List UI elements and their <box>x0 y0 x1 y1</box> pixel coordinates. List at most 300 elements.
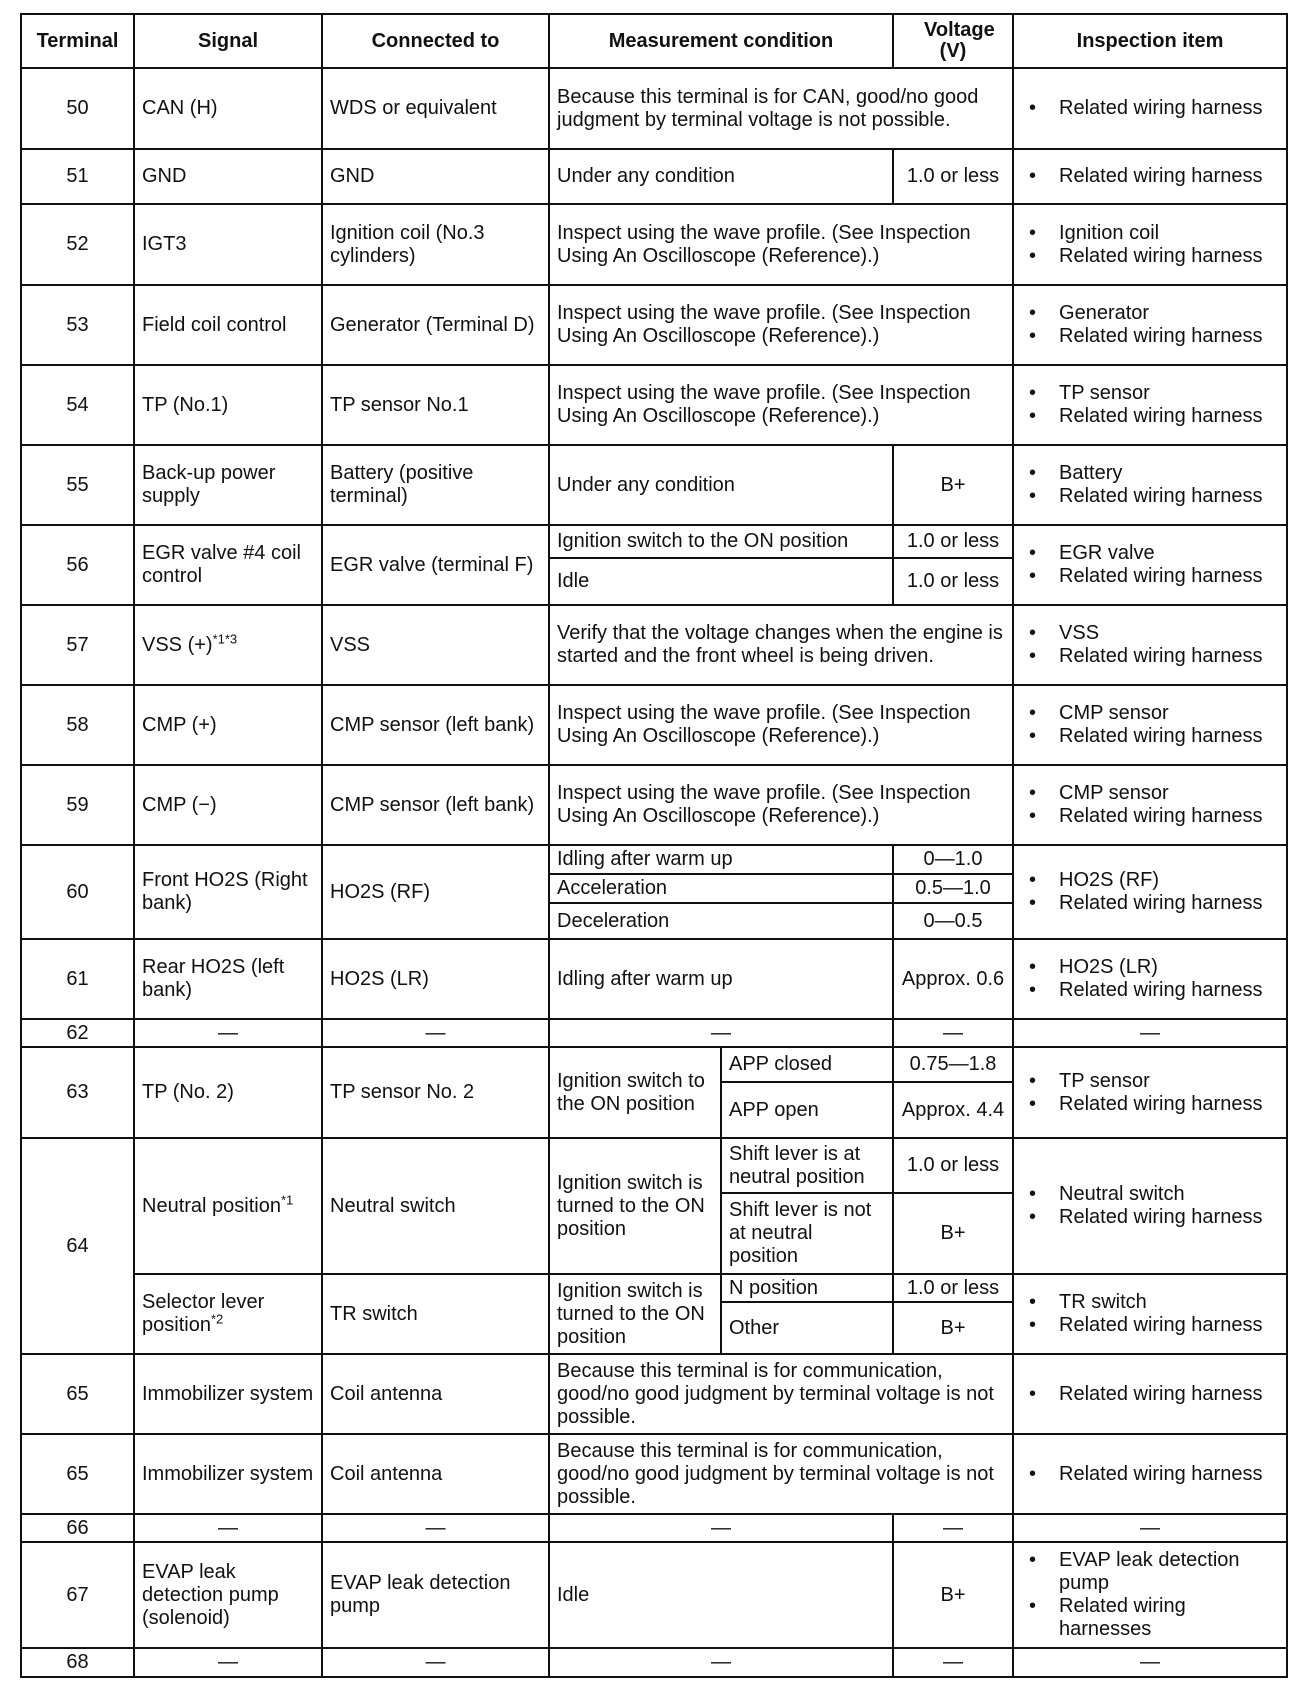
terminal-number-text: 66 <box>66 1516 89 1539</box>
connected-to-text: Ignition coil (No.3 cylinders) <box>330 221 485 267</box>
inspection <box>1013 1274 1287 1354</box>
inspection-item: • TP sensor <box>1021 1070 1279 1093</box>
terminal-number <box>21 365 134 445</box>
signal-text: EVAP leak detection pump (solenoid) <box>142 1560 279 1629</box>
condition <box>549 365 1013 445</box>
inspection-item: • Related wiring harness <box>1021 1383 1279 1406</box>
inspection-list <box>1021 165 1279 188</box>
header-terminal: Terminal <box>21 14 134 68</box>
condition <box>549 68 1013 149</box>
table-row <box>21 204 1287 285</box>
header-signal: Signal <box>134 14 322 68</box>
sub-condition <box>549 903 893 939</box>
table-row <box>21 1019 1287 1047</box>
table-row <box>21 939 1287 1019</box>
condition <box>549 1514 893 1542</box>
signal <box>134 1514 322 1542</box>
connected-to-text: CMP sensor (left bank) <box>330 713 535 736</box>
inspection <box>1013 149 1287 204</box>
condition-text: Inspect using the wave profile. (See Inspection Using An Oscilloscope (Reference).) <box>557 382 971 427</box>
signal <box>134 605 322 685</box>
inspection-item: • Related wiring harness <box>1021 325 1279 348</box>
connected-to-text: Coil antenna <box>330 1462 443 1485</box>
voltage-text: 0—0.5 <box>923 909 983 932</box>
terminal-number-text: 57 <box>66 633 89 656</box>
connected-to-text: — <box>425 1651 446 1673</box>
connected-to-text: WDS or equivalent <box>330 97 497 119</box>
condition <box>549 1138 721 1274</box>
sub-condition-text: Idle <box>557 570 590 592</box>
terminal-number-text: 64 <box>66 1234 89 1257</box>
inspection-list <box>1021 542 1279 588</box>
terminal-number <box>21 845 134 939</box>
condition-text: — <box>711 1651 731 1673</box>
signal-text: Immobilizer system <box>142 1462 314 1485</box>
sub-condition <box>721 1047 893 1082</box>
condition-text: Inspect using the wave profile. (See Inspection Using An Oscilloscope (Reference).) <box>557 302 971 347</box>
connected-to-text: HO2S (LR) <box>330 967 429 990</box>
voltage-text: 1.0 or less <box>906 570 1000 592</box>
sub-condition-text: Acceleration <box>557 877 668 899</box>
inspection-list <box>1021 869 1279 915</box>
voltage-text: B+ <box>940 1583 966 1606</box>
signal-text: — <box>218 1021 238 1044</box>
connected-to <box>322 149 549 204</box>
sub-condition-text: Shift lever is not at neutral position <box>729 1199 872 1267</box>
inspection-list <box>1021 222 1279 268</box>
signal <box>134 1138 322 1274</box>
connected-to-text: TP sensor No.1 <box>330 393 469 416</box>
connected-to <box>322 1274 549 1354</box>
inspection-item: • Related wiring harness <box>1021 485 1279 508</box>
footnote-marker: *1*3 <box>212 630 238 646</box>
condition <box>549 204 1013 285</box>
connected-to <box>322 845 549 939</box>
connected-to <box>322 1514 549 1542</box>
terminal-number-text: 56 <box>66 553 89 576</box>
signal <box>134 149 322 204</box>
inspection-list <box>1021 702 1279 748</box>
voltage <box>893 1648 1013 1677</box>
inspection <box>1013 68 1287 149</box>
table-row <box>21 1354 1287 1434</box>
signal-text: — <box>218 1651 238 1673</box>
terminal-number <box>21 1047 134 1138</box>
condition-text: Because this terminal is for communication, good/no good judgment by terminal voltage is not possible. <box>557 1359 994 1428</box>
table-row <box>21 1138 1287 1193</box>
terminal-number-text: 68 <box>66 1651 89 1673</box>
connected-to <box>322 765 549 845</box>
sub-condition-text: Shift lever is at neutral position <box>729 1142 865 1188</box>
signal-text: Rear HO2S (left bank) <box>142 956 285 1001</box>
inspection <box>1013 685 1287 765</box>
signal <box>134 1648 322 1677</box>
voltage <box>893 1274 1013 1302</box>
inspection-item: • EVAP leak detection pump <box>1021 1549 1279 1595</box>
voltage-text: — <box>943 1651 964 1673</box>
sub-condition <box>549 558 893 605</box>
terminal-number-text: 67 <box>66 1583 89 1606</box>
voltage <box>893 525 1013 558</box>
voltage <box>893 1138 1013 1193</box>
voltage-text: 1.0 or less <box>906 530 1000 552</box>
header-condition: Measurement condition <box>549 14 893 68</box>
terminal-number <box>21 939 134 1019</box>
header-inspection: Inspection item <box>1013 14 1287 68</box>
voltage-text: Approx. 0.6 <box>901 967 1005 990</box>
inspection-item: • Related wiring harness <box>1021 565 1279 588</box>
condition <box>549 285 1013 365</box>
table-row <box>21 445 1287 525</box>
voltage <box>893 1514 1013 1542</box>
condition-text: Inspect using the wave profile. (See Inspection Using An Oscilloscope (Reference).) <box>557 702 971 747</box>
voltage <box>893 874 1013 903</box>
signal-text: — <box>218 1516 238 1539</box>
signal <box>134 1354 322 1434</box>
connected-to-text: GND <box>330 165 375 187</box>
connected-to <box>322 939 549 1019</box>
table-row <box>21 1648 1287 1677</box>
condition-text: Under any condition <box>557 473 735 496</box>
voltage <box>893 939 1013 1019</box>
signal-text: GND <box>142 165 187 187</box>
connected-to <box>322 1648 549 1677</box>
condition <box>549 445 893 525</box>
voltage-text: B+ <box>940 1222 966 1244</box>
signal-text: Field coil control <box>142 313 287 336</box>
sub-condition-text: Other <box>729 1316 780 1339</box>
inspection-item: • Ignition coil <box>1021 222 1279 245</box>
voltage-text: 1.0 or less <box>906 1276 1000 1299</box>
inspection <box>1013 1542 1287 1648</box>
inspection <box>1013 1354 1287 1434</box>
signal-text: IGT3 <box>142 233 187 255</box>
connected-to <box>322 1047 549 1138</box>
inspection-item: • Related wiring harness <box>1021 245 1279 268</box>
terminal-number <box>21 1019 134 1047</box>
inspection-item: • Related wiring harnesses <box>1021 1595 1279 1641</box>
footnote-marker: *2 <box>210 1311 224 1327</box>
sub-condition <box>721 1082 893 1138</box>
inspection-list <box>1021 1549 1279 1641</box>
signal <box>134 765 322 845</box>
connected-to-text: — <box>425 1516 446 1539</box>
inspection <box>1013 765 1287 845</box>
connected-to-text: TP sensor No. 2 <box>330 1081 475 1103</box>
terminal-number <box>21 765 134 845</box>
terminal-number <box>21 1434 134 1514</box>
sub-condition-text: APP closed <box>729 1053 833 1075</box>
terminal-number <box>21 525 134 605</box>
terminal-number-text: 54 <box>66 393 89 416</box>
condition <box>549 1019 893 1047</box>
connected-to <box>322 1019 549 1047</box>
inspection-item: • Related wiring harness <box>1021 645 1279 668</box>
connected-to <box>322 285 549 365</box>
signal-text: EGR valve #4 coil control <box>142 542 301 587</box>
connected-to <box>322 685 549 765</box>
signal-text: TP (No.1) <box>142 393 229 416</box>
condition <box>549 1274 721 1354</box>
signal <box>134 445 322 525</box>
voltage <box>893 1019 1013 1047</box>
connected-to-text: TR switch <box>330 1302 418 1325</box>
inspection-item: • Related wiring harness <box>1021 1463 1279 1486</box>
inspection-item: • TP sensor <box>1021 382 1279 405</box>
connected-to-text: — <box>425 1021 446 1044</box>
connected-to <box>322 605 549 685</box>
voltage <box>893 1047 1013 1082</box>
terminal-number-text: 60 <box>66 880 89 903</box>
sub-condition <box>721 1193 893 1274</box>
condition <box>549 1047 721 1138</box>
table-row <box>21 765 1287 845</box>
footnote-marker: *1 <box>280 1191 294 1207</box>
condition <box>549 1354 1013 1434</box>
terminal-number-text: 50 <box>66 97 89 119</box>
table-row <box>21 1434 1287 1514</box>
voltage-text: — <box>943 1516 964 1539</box>
table-row <box>21 845 1287 874</box>
condition-text: Verify that the voltage changes when the engine is started and the front wheel is being driven. <box>557 622 1003 667</box>
inspection-item: • Related wiring harness <box>1021 1314 1279 1337</box>
signal <box>134 285 322 365</box>
inspection-item: • Related wiring harness <box>1021 1206 1279 1229</box>
table-row <box>21 1274 1287 1302</box>
voltage <box>893 1193 1013 1274</box>
sub-condition-text: N position <box>729 1276 818 1299</box>
connected-to-text: VSS <box>330 633 371 656</box>
terminal-number-text: 63 <box>66 1081 89 1103</box>
inspection <box>1013 845 1287 939</box>
inspection-item: • Related wiring harness <box>1021 979 1279 1002</box>
terminal-number <box>21 1648 134 1677</box>
terminal-number <box>21 1138 134 1354</box>
condition-text: Idle <box>557 1583 590 1606</box>
inspection <box>1013 365 1287 445</box>
inspection-item: • Related wiring harness <box>1021 405 1279 428</box>
terminal-number-text: 59 <box>66 793 89 816</box>
header-connected: Connected to <box>322 14 549 68</box>
condition <box>549 149 893 204</box>
signal-text: CMP (−) <box>142 793 217 816</box>
inspection-item: • CMP sensor <box>1021 702 1279 725</box>
inspection-list <box>1021 302 1279 348</box>
signal-text: Front HO2S (Right bank) <box>142 869 308 914</box>
inspection <box>1013 1047 1287 1138</box>
inspection-list <box>1021 1383 1279 1406</box>
sub-condition <box>549 525 893 558</box>
voltage <box>893 558 1013 605</box>
table-row <box>21 1514 1287 1542</box>
condition-text: Ignition switch is turned to the ON position <box>557 1279 705 1348</box>
inspection-list <box>1021 382 1279 428</box>
table-row <box>21 285 1287 365</box>
sub-condition-text: APP open <box>729 1098 819 1121</box>
sub-condition-text: Idling after warm up <box>557 848 733 870</box>
inspection-item: • Generator <box>1021 302 1279 325</box>
terminal-number-text: 53 <box>66 313 89 336</box>
connected-to <box>322 204 549 285</box>
signal <box>134 939 322 1019</box>
voltage <box>893 903 1013 939</box>
voltage <box>893 1082 1013 1138</box>
inspection-item: • EGR valve <box>1021 542 1279 565</box>
condition <box>549 1434 1013 1514</box>
inspection-item: • TR switch <box>1021 1291 1279 1314</box>
condition-text: — <box>711 1021 731 1044</box>
signal <box>134 68 322 149</box>
inspection-item: • Neutral switch <box>1021 1183 1279 1206</box>
signal-text: Neutral position <box>142 1194 281 1217</box>
terminal-number-text: 55 <box>66 473 89 496</box>
inspection <box>1013 605 1287 685</box>
voltage <box>893 845 1013 874</box>
inspection-text: — <box>1140 1651 1161 1673</box>
inspection-item: • Battery <box>1021 462 1279 485</box>
inspection <box>1013 525 1287 605</box>
signal-text: CMP (+) <box>142 713 217 736</box>
voltage-text: 0.5—1.0 <box>915 877 991 899</box>
terminal-number <box>21 445 134 525</box>
connected-to <box>322 68 549 149</box>
signal <box>134 1274 322 1354</box>
sub-condition <box>549 874 893 903</box>
inspection <box>1013 939 1287 1019</box>
terminal-number <box>21 285 134 365</box>
inspection <box>1013 1138 1287 1274</box>
inspection-list <box>1021 956 1279 1002</box>
connected-to-text: EGR valve (terminal F) <box>330 553 534 576</box>
condition <box>549 939 893 1019</box>
inspection-item: • CMP sensor <box>1021 782 1279 805</box>
terminal-number-text: 62 <box>66 1021 89 1044</box>
inspection-item: • Related wiring harness <box>1021 725 1279 748</box>
voltage-text: B+ <box>940 473 966 496</box>
terminal-number-text: 52 <box>66 233 89 255</box>
condition <box>549 605 1013 685</box>
condition <box>549 1648 893 1677</box>
table-row <box>21 685 1287 765</box>
table-row <box>21 1542 1287 1648</box>
inspection <box>1013 1434 1287 1514</box>
table-row <box>21 365 1287 445</box>
condition <box>549 685 1013 765</box>
condition-text: Under any condition <box>557 165 735 187</box>
signal <box>134 1019 322 1047</box>
connected-to-text: HO2S (RF) <box>330 880 430 903</box>
sub-condition <box>721 1302 893 1354</box>
terminal-number <box>21 685 134 765</box>
connected-to-text: EVAP leak detection pump <box>330 1572 511 1617</box>
signal-text: TP (No. 2) <box>142 1081 234 1103</box>
condition-text: Ignition switch is turned to the ON position <box>557 1171 705 1240</box>
signal-text: Immobilizer system <box>142 1382 314 1405</box>
condition-text: Because this terminal is for CAN, good/no good judgment by terminal voltage is not possible. <box>557 85 979 131</box>
voltage <box>893 445 1013 525</box>
connected-to <box>322 525 549 605</box>
terminal-number-text: 58 <box>66 713 89 736</box>
terminal-number <box>21 1514 134 1542</box>
voltage <box>893 1542 1013 1648</box>
condition-text: — <box>711 1516 731 1539</box>
inspection-list <box>1021 1291 1279 1337</box>
terminal-number <box>21 149 134 204</box>
table-row <box>21 68 1287 149</box>
signal <box>134 1047 322 1138</box>
connected-to <box>322 445 549 525</box>
voltage-text: 0—1.0 <box>923 848 983 870</box>
inspection <box>1013 1019 1287 1047</box>
condition-text: Idling after warm up <box>557 967 733 990</box>
signal <box>134 204 322 285</box>
voltage-text: — <box>943 1021 964 1044</box>
terminal-number <box>21 1542 134 1648</box>
signal-text: Back-up power supply <box>142 462 276 507</box>
inspection-list <box>1021 462 1279 508</box>
header-voltage: Voltage (V) <box>893 14 1013 68</box>
signal-text: CAN (H) <box>142 97 218 119</box>
inspection-list <box>1021 1183 1279 1229</box>
terminal-number-text: 51 <box>66 165 89 187</box>
inspection-list <box>1021 97 1279 120</box>
sub-condition-text: Ignition switch to the ON position <box>557 530 849 552</box>
signal <box>134 1434 322 1514</box>
connected-to-text: Generator (Terminal D) <box>330 313 535 336</box>
connected-to-text: Coil antenna <box>330 1382 443 1405</box>
inspection <box>1013 1648 1287 1677</box>
signal <box>134 365 322 445</box>
inspection-item: • HO2S (RF) <box>1021 869 1279 892</box>
sub-condition <box>549 845 893 874</box>
connected-to <box>322 1542 549 1648</box>
sub-condition <box>721 1138 893 1193</box>
terminal-number-text: 61 <box>66 967 89 990</box>
condition <box>549 1542 893 1648</box>
sub-condition-text: Deceleration <box>557 909 670 932</box>
connected-to <box>322 1434 549 1514</box>
condition-text: Inspect using the wave profile. (See Inspection Using An Oscilloscope (Reference).) <box>557 782 971 827</box>
connected-to <box>322 1354 549 1434</box>
voltage <box>893 149 1013 204</box>
inspection <box>1013 445 1287 525</box>
inspection-item: • Related wiring harness <box>1021 165 1279 188</box>
condition-text: Ignition switch to the ON position <box>557 1069 705 1115</box>
voltage <box>893 1302 1013 1354</box>
condition-text: Inspect using the wave profile. (See Inspection Using An Oscilloscope (Reference).) <box>557 221 971 267</box>
signal <box>134 1542 322 1648</box>
connected-to-text: Battery (positive terminal) <box>330 462 474 507</box>
terminal-number <box>21 68 134 149</box>
inspection-item: • Related wiring harness <box>1021 1093 1279 1116</box>
inspection-item: • Related wiring harness <box>1021 97 1279 120</box>
table-row <box>21 605 1287 685</box>
inspection <box>1013 204 1287 285</box>
inspection-list <box>1021 782 1279 828</box>
voltage-text: Approx. 4.4 <box>901 1098 1005 1121</box>
connected-to-text: CMP sensor (left bank) <box>330 793 535 816</box>
condition-text: Because this terminal is for communication, good/no good judgment by terminal voltage is not possible. <box>557 1439 994 1508</box>
connected-to <box>322 365 549 445</box>
table-row <box>21 525 1287 558</box>
terminal-number <box>21 1354 134 1434</box>
inspection-item: • Related wiring harness <box>1021 805 1279 828</box>
inspection-text: — <box>1140 1516 1161 1539</box>
signal <box>134 845 322 939</box>
table-row <box>21 1047 1287 1082</box>
terminal-number-text: 65 <box>66 1382 89 1405</box>
terminal-number <box>21 204 134 285</box>
